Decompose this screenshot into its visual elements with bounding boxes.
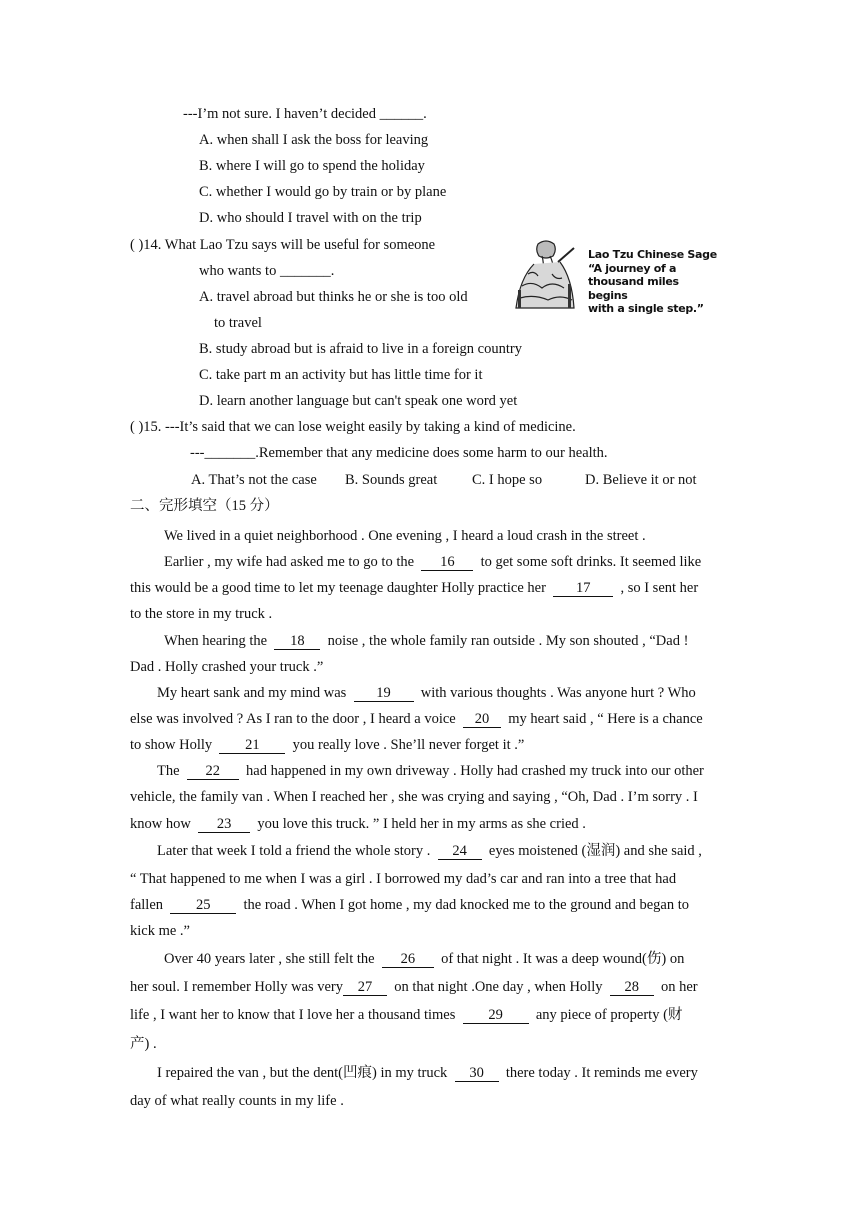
blank-21[interactable]: 21 — [219, 737, 285, 754]
section-heading: 二、完形填空（15 分） — [130, 498, 279, 514]
passage-line: else was involved ? As I ran to the door , I heard a voice 20 my heart said , “ Here is a chance — [130, 711, 703, 727]
passage-line: day of what really counts in my life . — [130, 1093, 344, 1109]
passage-line: Earlier , my wife had asked me to go to the 16 to get some soft drinks. It seemed like — [164, 554, 702, 570]
passage-line: vehicle, the family van . When I reached her , she was crying and saying , “Oh, Dad . I’m sorry . I — [130, 789, 698, 805]
passage-line: know how 23 you love this truck. ” I held her in my arms as she cried . — [130, 816, 586, 832]
passage-line: this would be a good time to let my teenage daughter Holly practice her 17 , so I sent her — [130, 580, 699, 596]
passage-line: I repaired the van , but the dent(凹痕) in my truck 30 there today . It reminds me every — [157, 1065, 698, 1081]
passage-line: her soul. I remember Holly was very 27 on that night .One day , when Holly 28 on her — [130, 979, 698, 995]
passage-line: to show Holly 21 you really love . She’ll never forget it .” — [130, 737, 525, 753]
q14-option-d: D. learn another language but can't speak one word yet — [199, 393, 518, 409]
blank-23[interactable]: 23 — [198, 816, 250, 833]
passage-line: When hearing the 18 noise , the whole family ran outside . My son shouted , “Dad ! — [164, 633, 689, 649]
passage-line: 产) . — [130, 1036, 157, 1052]
q14-option-c: C. take part m an activity but has little time for it — [199, 367, 483, 383]
blank-28[interactable]: 28 — [610, 979, 654, 996]
blank-17[interactable]: 17 — [553, 580, 613, 597]
q13-option-b: B. where I will go to spend the holiday — [199, 158, 425, 174]
blank-24[interactable]: 24 — [438, 843, 482, 860]
q13-stem: ---I’m not sure. I haven’t decided ______. — [183, 106, 427, 122]
passage-line: to the store in my truck . — [130, 606, 273, 622]
blank-29[interactable]: 29 — [463, 1007, 529, 1024]
q13-option-c: C. whether I would go by train or by plane — [199, 184, 447, 200]
blank-26[interactable]: 26 — [382, 951, 434, 968]
q15-stem: ( )15. ---It’s said that we can lose weight easily by taking a kind of medicine. — [130, 419, 576, 435]
passage-line: Over 40 years later , she still felt the 26 of that night . It was a deep wound(伤) on — [164, 951, 685, 967]
q14-stem-line2: who wants to _______. — [199, 263, 335, 279]
passage-line: My heart sank and my mind was 19 with various thoughts . Was anyone hurt ? Who — [157, 685, 696, 701]
passage-line: kick me .” — [130, 923, 190, 939]
lao-tzu-quote-3: with a single step.” — [588, 302, 704, 315]
passage-line: Later that week I told a friend the whole story . 24 eyes moistened (湿润) and she said , — [157, 843, 702, 859]
q15-option-a: A. That’s not the case — [191, 472, 317, 488]
q14-option-a: A. travel abroad but thinks he or she is too old — [199, 289, 468, 305]
q15-option-c: C. I hope so — [472, 472, 543, 488]
lao-tzu-quote-1: “A journey of a — [588, 261, 677, 275]
passage-line: life , I want her to know that I love her a thousand times 29 any piece of property (财 — [130, 1007, 683, 1023]
blank-27[interactable]: 27 — [343, 979, 387, 996]
q13-option-a: A. when shall I ask the boss for leaving — [199, 132, 429, 148]
q15-option-d: D. Believe it or not — [585, 472, 697, 488]
q14-option-a-cont: to travel — [214, 315, 262, 331]
q14-stem: ( )14. What Lao Tzu says will be useful for someone — [130, 237, 436, 253]
passage-line: Dad . Holly crashed your truck .” — [130, 659, 324, 675]
passage-line: “ That happened to me when I was a girl . I borrowed my dad’s car and ran into a tree that had — [130, 871, 677, 887]
q15-stem-line2: ---_______.Remember that any medicine does some harm to our health. — [190, 445, 608, 461]
q13-option-d: D. who should I travel with on the trip — [199, 210, 422, 226]
blank-18[interactable]: 18 — [274, 633, 320, 650]
lao-tzu-quote-2: thousand miles begins — [588, 275, 679, 302]
blank-30[interactable]: 30 — [455, 1065, 499, 1082]
lao-tzu-illustration — [508, 234, 720, 318]
blank-16[interactable]: 16 — [421, 554, 473, 571]
passage-line: We lived in a quiet neighborhood . One evening , I heard a loud crash in the street . — [164, 528, 646, 544]
lao-tzu-title: Lao Tzu Chinese Sage — [588, 248, 717, 261]
q15-option-b: B. Sounds great — [345, 472, 438, 488]
passage-line: fallen 25 the road . When I got home , my dad knocked me to the ground and began to — [130, 897, 690, 913]
blank-22[interactable]: 22 — [187, 763, 239, 780]
blank-25[interactable]: 25 — [170, 897, 236, 914]
q14-option-b: B. study abroad but is afraid to live in a foreign country — [199, 341, 522, 357]
blank-19[interactable]: 19 — [354, 685, 414, 702]
passage-line: The 22 had happened in my own driveway . Holly had crashed my truck into our other — [157, 763, 704, 779]
blank-20[interactable]: 20 — [463, 711, 501, 728]
